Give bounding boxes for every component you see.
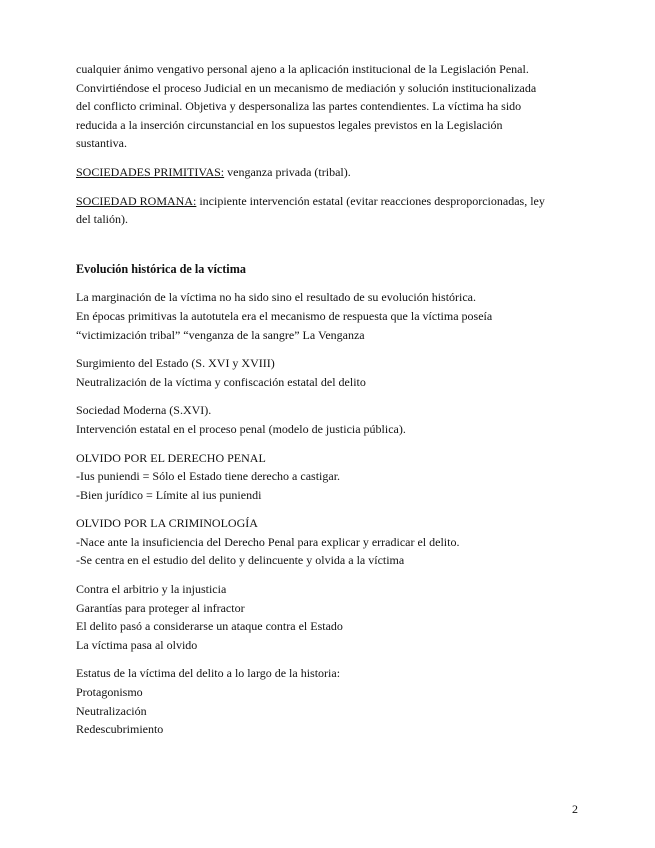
paragraph-marginacion <box>76 288 582 344</box>
text-line: Convirtiéndose el proceso Judicial en un mecanismo de mediación y solución institucionalizada <box>76 80 537 95</box>
text-line: Contra el arbitrio y la injusticia <box>76 582 227 597</box>
romana-paragraph <box>76 192 582 229</box>
paragraph-arbitrio <box>76 580 582 654</box>
text-line: cualquier ánimo vengativo personal ajeno a la aplicación institucional de la Legislación Penal. <box>76 62 529 76</box>
text-line: Neutralización <box>76 703 147 718</box>
text-line: Garantías para proteger al infractor <box>76 600 245 615</box>
text-line: OLVIDO POR EL DERECHO PENAL <box>76 450 266 465</box>
text-line: Estatus de la víctima del delito a lo largo de la historia: <box>76 666 341 681</box>
text-line: Neutralización de la víctima y confiscación estatal del delito <box>76 374 366 389</box>
text-line: Redescubrimiento <box>76 722 164 737</box>
text-line: El delito pasó a considerarse un ataque contra el Estado <box>76 619 343 634</box>
text-line: sustantiva. <box>76 136 127 151</box>
text-line: -Nace ante la insuficiencia del Derecho Penal para explicar y erradicar el delito. <box>76 534 460 549</box>
paragraph-estatus <box>76 664 582 738</box>
section-heading: Evolución histórica de la víctima <box>76 261 246 276</box>
text-line <box>76 163 582 182</box>
text-line: del conflicto criminal. Objetiva y despersonaliza las partes contendientes. La víctima ha sido <box>76 99 522 114</box>
text-line: Sociedad Moderna (S.XVI). <box>76 403 212 418</box>
text-line: -Ius puniendi = Sólo el Estado tiene derecho a castigar. <box>76 469 341 484</box>
paragraph-olvido-derecho-penal <box>76 449 582 505</box>
intro-paragraph <box>76 60 582 153</box>
text-line: Surgimiento del Estado (S. XVI y XVIII) <box>76 356 275 371</box>
text-line: del talión). <box>76 212 128 227</box>
paragraph-estado <box>76 354 582 391</box>
text-line: En épocas primitivas la autotutela era el mecanismo de respuesta que la víctima poseía <box>76 308 493 323</box>
text-line: Protagonismo <box>76 685 143 700</box>
text-line <box>76 192 582 211</box>
text-line: reducida a la inserción circunstancial en los supuestos legales previstos en la Legislación <box>76 117 503 132</box>
primitivas-text: venganza privada (tribal). <box>224 164 351 179</box>
paragraph-olvido-criminologia <box>76 514 582 570</box>
text-line: La víctima pasa al olvido <box>76 637 198 652</box>
text-line: Intervención estatal en el proceso penal (modelo de justicia pública). <box>76 421 406 436</box>
page-number: 2 <box>572 802 578 816</box>
text-line: La marginación de la víctima no ha sido sino el resultado de su evolución histórica. <box>76 290 477 305</box>
primitivas-paragraph <box>76 163 582 182</box>
document-page <box>76 60 582 749</box>
text-line: “victimización tribal” “venganza de la sangre” La Venganza <box>76 327 365 342</box>
text-line: -Se centra en el estudio del delito y delincuente y olvida a la víctima <box>76 553 405 568</box>
text-line: -Bien jurídico = Límite al ius puniendi <box>76 487 262 502</box>
primitivas-label: SOCIEDADES PRIMITIVAS: <box>76 164 225 179</box>
romana-text: incipiente intervención estatal (evitar reacciones desproporcionadas, ley <box>196 193 545 208</box>
romana-label: SOCIEDAD ROMANA: <box>76 193 197 208</box>
text-line: OLVIDO POR LA CRIMINOLOGÍA <box>76 516 258 531</box>
paragraph-sociedad-moderna <box>76 401 582 438</box>
